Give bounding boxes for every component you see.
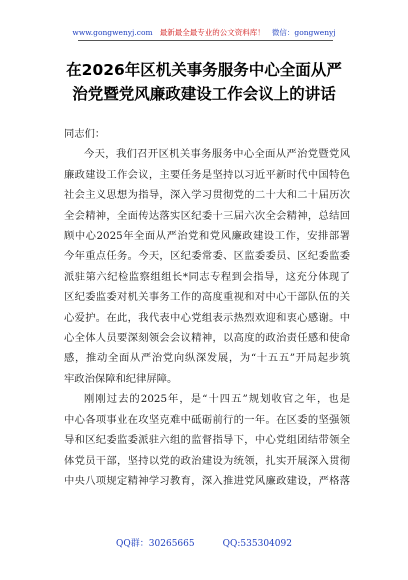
header-website: www.gongwenyj.com (72, 28, 153, 37)
document-title (40, 58, 368, 106)
body-line: 派驻第六纪检监察组组长*同志专程到会指导，这充分体现了 (64, 270, 350, 283)
body-line: 中心各项事业在攻坚克难中砥砺前行的一年。在区委的坚强领 (64, 413, 350, 426)
body-line: 廉政建设工作会议，主要任务是坚持以习近平新时代中国特色 (64, 168, 350, 181)
header-wechat: 微信：gongwenyj (271, 28, 336, 37)
body-line: 牢政治保障和纪律屏障。 (64, 372, 178, 385)
header-divider (78, 40, 333, 41)
body-line: 今年重点任务。今天，区纪委常委、区监委委员、区纪委监委 (64, 250, 350, 263)
body-line: 感，推动全面从严治党向纵深发展，为“十五五”开局起步筑 (64, 352, 350, 365)
body-line: 中央八项规定精神学习教育，深入推进党风廉政建设，严格落 (64, 474, 350, 487)
page-footer (0, 536, 408, 549)
title-line-1: 在2026年区机关事务服务中心全面从严 (66, 61, 342, 79)
body-line: 今天，我们召开区机关事务服务中心全面从严治党暨党风 (84, 148, 350, 161)
header-promo: 最新最全最专业的公文资料库！ (159, 28, 265, 37)
body-line: 社会主义思想为指导，深入学习贯彻党的二十大和二十届历次 (64, 189, 350, 202)
body-line: 区纪委监委对机关事务工作的高度重视和对中心干部队伍的关 (64, 291, 350, 304)
salutation: 同志们： (64, 128, 106, 140)
footer-qq-group: QQ群：30265665 (116, 539, 195, 549)
document-body (64, 124, 350, 491)
body-line: 全会精神，全面传达落实区纪委十三届六次全会精神，总结回 (64, 209, 350, 222)
footer-qq: QQ:535304092 (222, 539, 292, 549)
page-header (0, 27, 408, 38)
body-line: 心爱护。在此，我代表中心党组表示热烈欢迎和衷心感谢。中 (64, 311, 350, 324)
body-line: 导和区纪委监委派驻六组的监督指导下，中心党组团结带领全 (64, 434, 350, 447)
title-line-2: 治党暨党风廉政建设工作会议上的讲话 (72, 85, 336, 103)
body-line: 心全体人员要深刻领会会议精神，以高度的政治责任感和使命 (64, 332, 350, 345)
body-line: 顾中心2025年全面从严治党和党风廉政建设工作，安排部署 (64, 230, 350, 243)
body-line: 体党员干部，坚持以党的政治建设为统领，扎实开展深入贯彻 (64, 454, 350, 467)
body-line: 刚刚过去的2025年，是“十四五”规划收官之年，也是 (84, 393, 350, 406)
